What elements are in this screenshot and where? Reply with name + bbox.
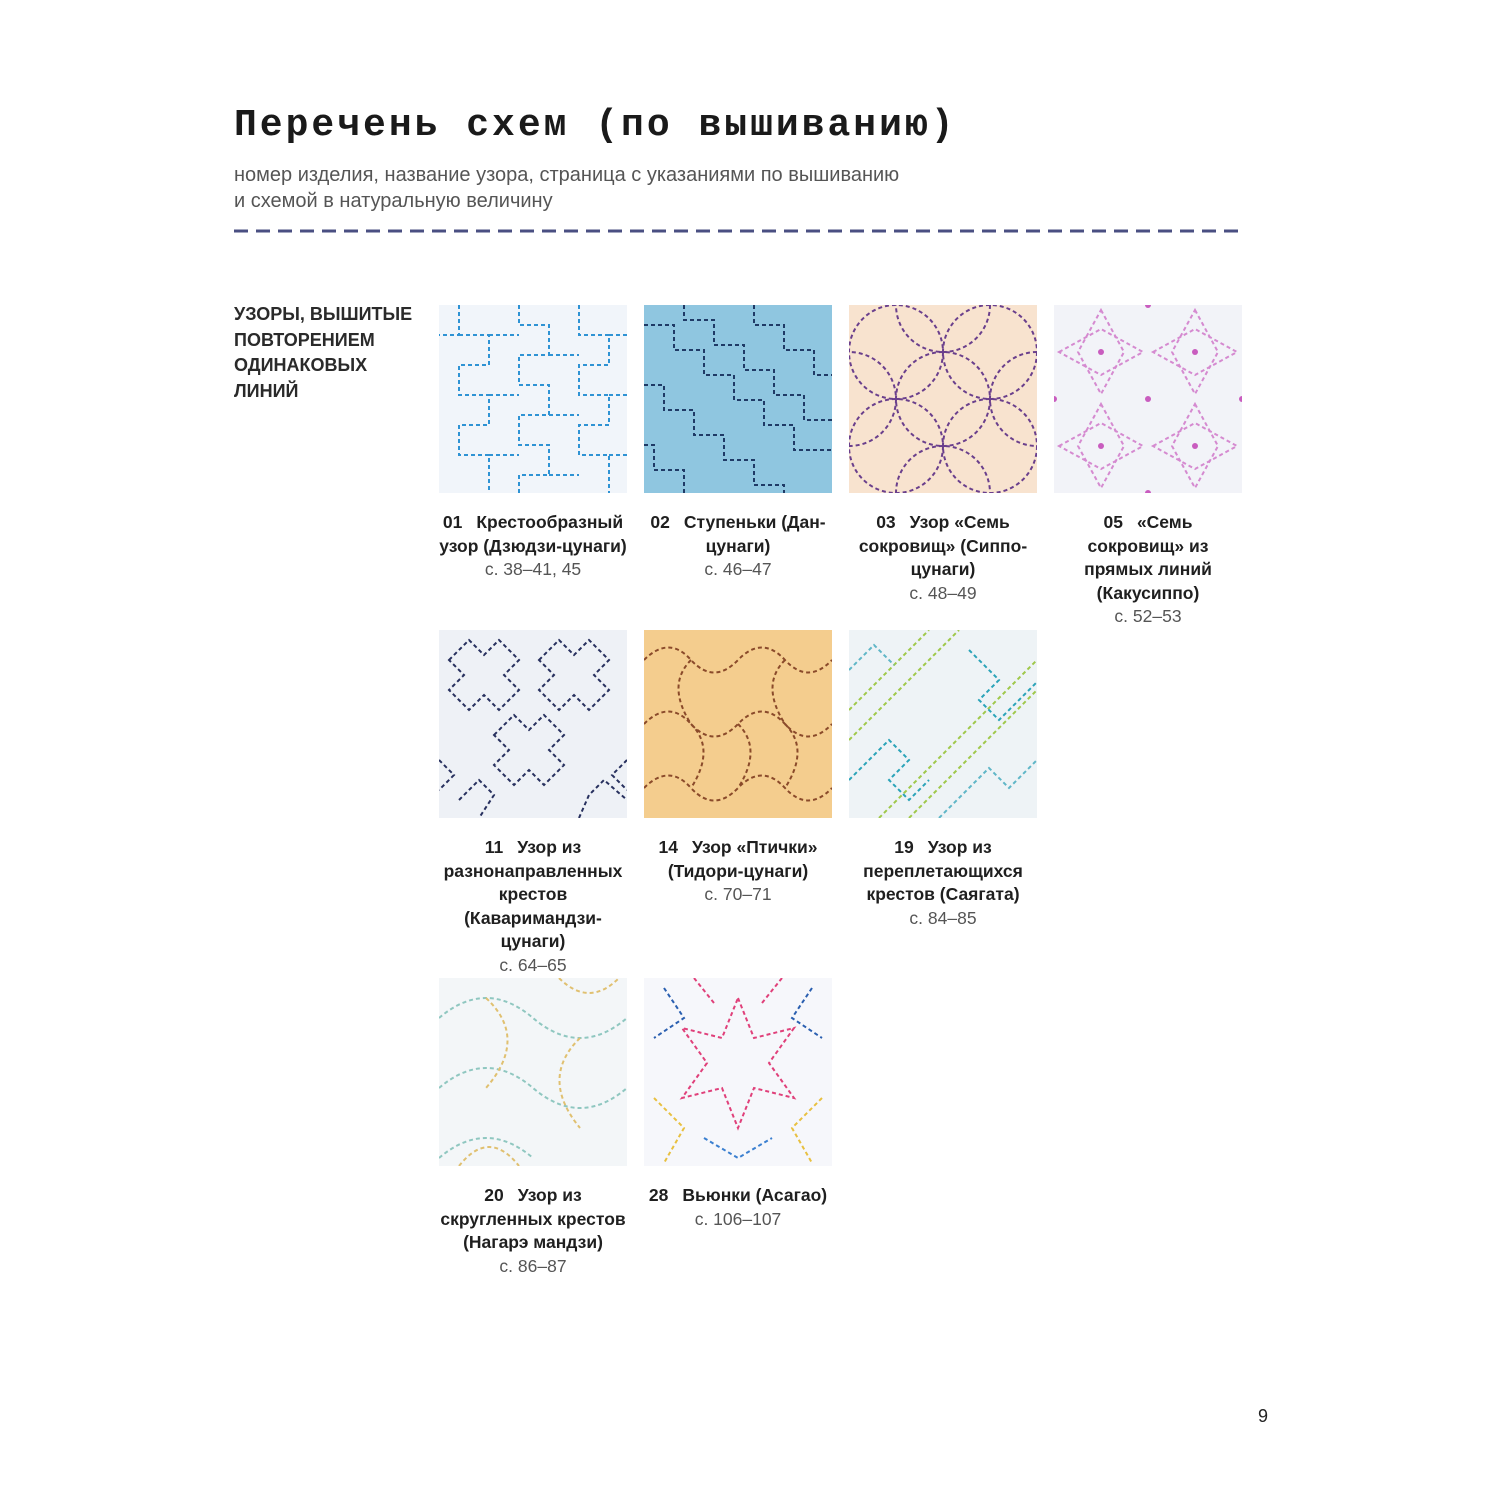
- pattern-swatch-varied-crosses: [439, 630, 627, 818]
- pattern-item[interactable]: [1053, 305, 1243, 628]
- pattern-title: 01 Крестообразный узор (Дзюдзи-цунаги): [439, 512, 627, 556]
- page-number: 9: [1258, 1406, 1269, 1426]
- page-reference: с. 64–65: [499, 954, 567, 975]
- subtitle-line: номер изделия, название узора, страница с указаниями по вышиванию: [234, 164, 900, 186]
- page-reference: с. 106–107: [694, 1208, 782, 1229]
- pattern-item[interactable]: [438, 630, 628, 977]
- pattern-item[interactable]: [848, 305, 1038, 605]
- subtitle-line: и схемой в натуральную величину: [234, 190, 553, 212]
- pattern-swatch-steps: [644, 305, 832, 493]
- page-reference: с. 70–71: [704, 884, 772, 904]
- pattern-title: 03 Узор «Семь сокровищ» (Сиппо-цунаги): [858, 512, 1028, 579]
- pattern-swatch-morning-glory: [644, 978, 832, 1166]
- pattern-item[interactable]: [643, 630, 833, 906]
- page-reference: с. 86–87: [499, 1255, 567, 1276]
- pattern-swatch-crosses: [439, 305, 627, 493]
- pattern-item[interactable]: [438, 978, 628, 1278]
- page-reference: с. 84–85: [909, 907, 977, 928]
- page-title: Перечень схем (по вышиванию): [234, 104, 957, 147]
- stitched-divider: [234, 226, 1240, 236]
- pattern-title: 19 Узор из переплетающихся крестов (Саягата): [863, 837, 1023, 904]
- pattern-swatch-birds: [644, 630, 832, 818]
- pattern-title: 14 Узор «Птички» (Тидори-цунаги): [658, 837, 818, 881]
- pattern-title: 02 Ступеньки (Дан-цунаги): [650, 512, 826, 556]
- page-reference: с. 46–47: [704, 559, 772, 579]
- pattern-item[interactable]: [643, 978, 833, 1231]
- pattern-item[interactable]: [643, 305, 833, 581]
- pattern-swatch-straight-treasures: [1054, 305, 1242, 493]
- page-subtitle: [234, 162, 1054, 214]
- pattern-title: 20 Узор из скругленных крестов (Нагарэ мандзи): [440, 1185, 626, 1252]
- page-reference: с. 52–53: [1114, 606, 1182, 626]
- pattern-item[interactable]: [848, 630, 1038, 930]
- pattern-swatch-seven-treasures: [849, 305, 1037, 493]
- pattern-swatch-sayagata: [849, 630, 1037, 818]
- pattern-item[interactable]: [438, 305, 628, 581]
- pattern-title: 11 Узор из разнонаправленных крестов (Каваримандзи-цунаги): [443, 837, 623, 951]
- pattern-title: 05 «Семь сокровищ» из прямых линий (Какусиппо): [1084, 512, 1212, 603]
- page-reference: с. 48–49: [909, 582, 977, 603]
- pattern-title: 28 Вьюнки (Асагао): [648, 1185, 828, 1205]
- page-reference: с. 38–41, 45: [484, 559, 582, 579]
- pattern-swatch-rounded-crosses: [439, 978, 627, 1166]
- section-label: УЗОРЫ, ВЫШИТЫЕ ПОВТОРЕНИЕМ ОДИНАКОВЫХ ЛИНИЙ: [234, 304, 413, 401]
